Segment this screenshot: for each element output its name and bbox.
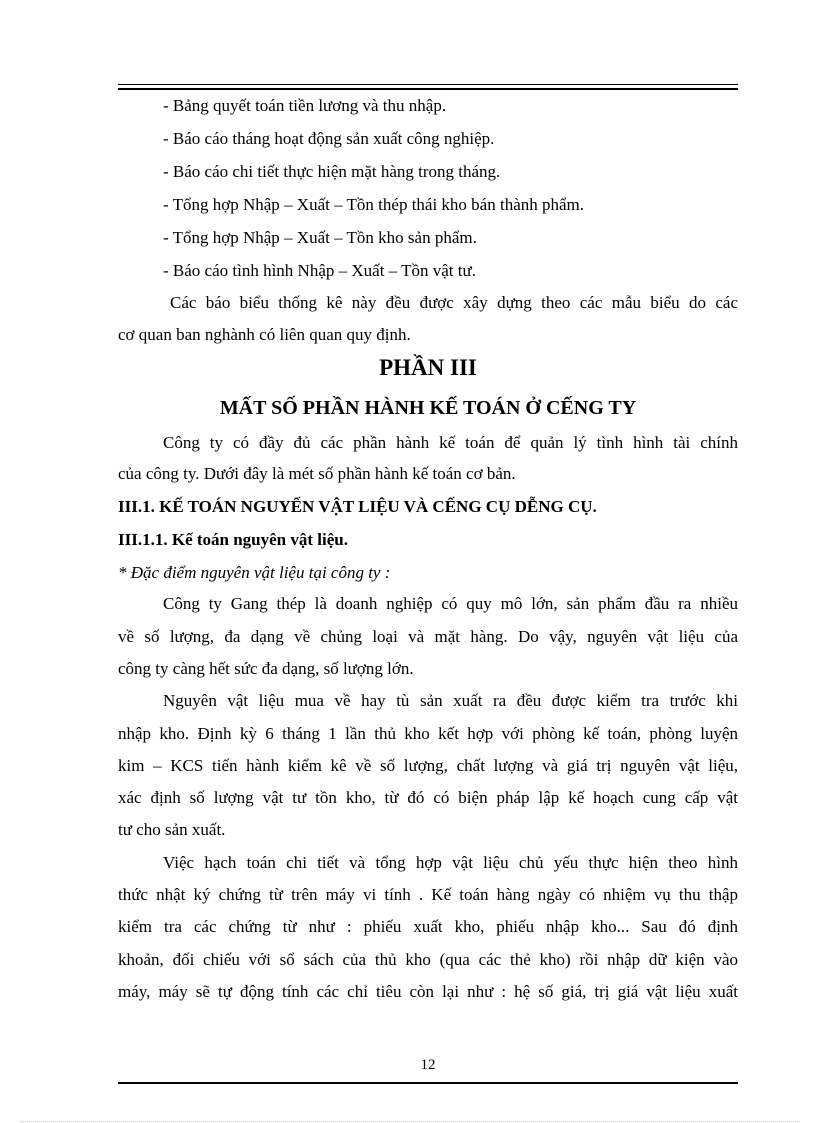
header-rule-thick <box>118 88 738 90</box>
part-subtitle: MẤT SỐ PHẦN HÀNH KẾ TOÁN Ở CẾNG TY <box>219 397 637 419</box>
section-heading: III.1. KẾ TOÁN NGUYẾN VẬT LIỆU VÀ CẾNG CỤ DỄNG CỤ. <box>118 497 597 516</box>
paragraph-line: thức nhật ký chứng từ trên máy vi tính . Kế toán hàng ngày có nhiệm vụ thu thập <box>118 885 738 904</box>
paragraph-line: của công ty. Dưới đây là mét số phần hành kế toán cơ bản. <box>118 464 516 483</box>
paragraph-line: máy, máy sẽ tự động tính các chỉ tiêu còn lại như : hệ số giá, trị giá vật liệu xuất <box>118 982 738 1001</box>
paragraph-line: xác định số lượng vật tư tồn kho, từ đó có biện pháp lập kế hoạch cung cấp vật <box>118 788 738 807</box>
paragraph-line: kim – KCS tiến hành kiểm kê về số lượng, chất lượng và giá trị nguyên vật liệu, <box>118 756 738 775</box>
paragraph-line: Việc hạch toán chi tiết và tổng hợp vật liệu chủ yếu thực hiện theo hình <box>163 853 738 872</box>
paragraph-line: về số lượng, đa dạng về chủng loại và mặt hàng. Do vậy, nguyên vật liệu của <box>118 627 738 646</box>
paragraph-line: Công ty có đầy đủ các phần hành kế toán để quản lý tình hình tài chính <box>163 433 738 452</box>
italic-note: * Đặc điểm nguyên vật liệu tại công ty : <box>118 563 391 582</box>
bullet-item: - Báo cáo chi tiết thực hiện mặt hàng trong tháng. <box>163 162 501 181</box>
paragraph-line: Các báo biểu thống kê này đều được xây dựng theo các mẫu biểu do các <box>170 293 738 312</box>
footer-rule <box>118 1082 738 1084</box>
bullet-item: - Tổng hợp Nhập – Xuất – Tồn kho sản phẩm. <box>163 228 477 247</box>
bullet-item: - Bảng quyết toán tiền lương và thu nhập. <box>163 96 447 115</box>
page-bottom-dotted-border <box>20 1121 800 1122</box>
part-title: PHẦN III <box>379 355 477 380</box>
page-number: 12 <box>420 1057 436 1073</box>
bullet-item: - Báo cáo tình hình Nhập – Xuất – Tồn vật tư. <box>163 261 476 280</box>
paragraph-line: khoản, đối chiếu với sổ sách của thủ kho (qua các thẻ kho) rồi nhập dữ kiện vào <box>118 950 738 969</box>
paragraph-line: Nguyên vật liệu mua về hay tù sản xuất ra đều được kiểm tra trước khi <box>163 691 738 710</box>
paragraph-line: tư cho sản xuất. <box>118 820 226 839</box>
bullet-item: - Báo cáo tháng hoạt động sản xuất công nghiệp. <box>163 129 495 148</box>
paragraph-line: Công ty Gang thép là doanh nghiệp có quy mô lớn, sản phẩm đầu ra nhiều <box>163 594 738 613</box>
paragraph-line: cơ quan ban nghành có liên quan quy định. <box>118 325 411 344</box>
bullet-item: - Tổng hợp Nhập – Xuất – Tồn thép thái kho bán thành phẩm. <box>163 195 585 214</box>
subsection-heading: III.1.1. Kế toán nguyên vật liệu. <box>118 530 348 549</box>
paragraph-line: nhập kho. Định kỳ 6 tháng 1 lần thủ kho kết hợp với phòng kế toán, phòng luyện <box>118 724 738 743</box>
paragraph-line: kiểm tra các chứng từ như : phiếu xuất kho, phiếu nhập kho... Sau đó định <box>118 917 738 936</box>
header-rule-thin <box>118 84 738 85</box>
paragraph-line: công ty càng hết sức đa dạng, số lượng lớn. <box>118 659 414 678</box>
